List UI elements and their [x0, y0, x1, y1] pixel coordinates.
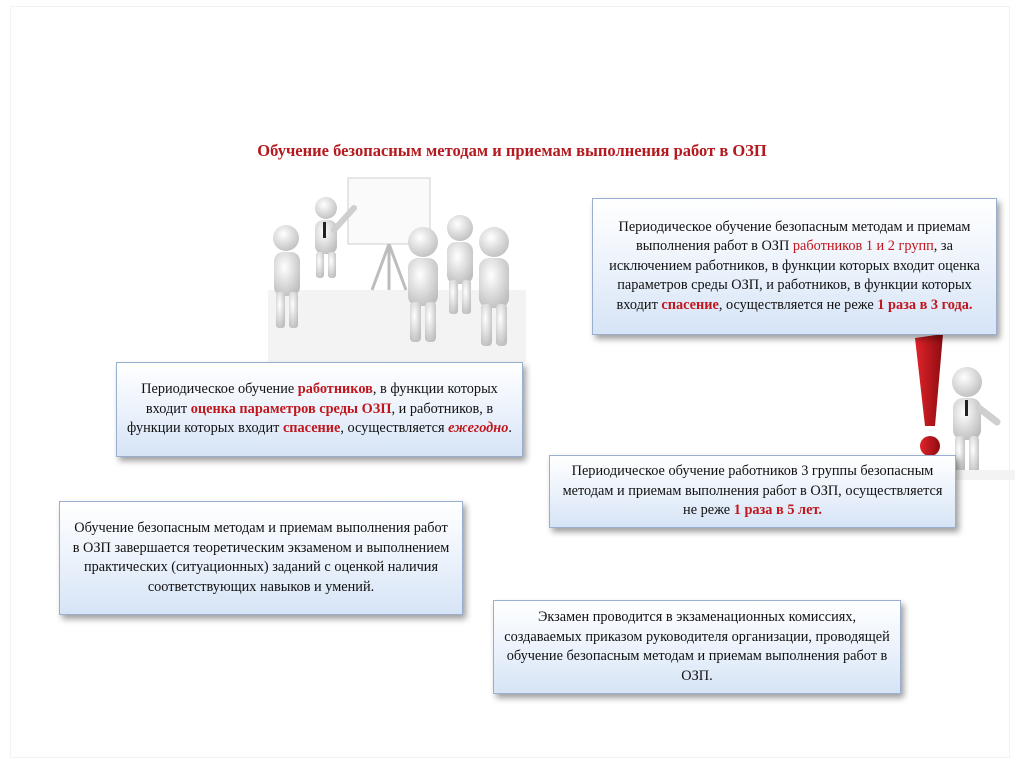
info-box-exam-completion [59, 501, 463, 615]
info-box-groups-1-2 [592, 198, 997, 335]
thinking-figure-icon [952, 367, 997, 474]
box-text: Периодическое обучение работников 3 группы безопасным методам и приемам выполнения работ в ОЗП, осуществляется не реже [562, 463, 943, 519]
box-text: Периодическое обучение безопасным методам и приемам выполнения работ в ОЗП [618, 218, 971, 255]
exclamation-dot-icon [920, 436, 940, 456]
info-box-annual-training [116, 362, 523, 457]
page-title: Обучение безопасным методам и приемам выполнения работ в ОЗП [257, 141, 767, 160]
box-text: Обучение безопасным методам и приемам выполнения работ в ОЗП завершается теоретическим экзаменом и выполнением практических (ситуационных) заданий с оценкой наличия соответствующих навыков и умений. [72, 520, 450, 595]
highlight-text: спасение [282, 420, 341, 437]
box-text: , осуществляется [340, 420, 449, 437]
highlight-text: 1 раза в 3 года. [877, 296, 973, 313]
box-text: , осуществляется не реже [718, 296, 878, 313]
highlight-text: ежегодно [448, 420, 509, 437]
exclamation-icon [915, 334, 943, 426]
info-box-group-3 [549, 455, 956, 528]
highlight-text: работников [297, 381, 373, 398]
presentation-people-illustration [268, 170, 526, 362]
box-text: , и работников, в функции которых входит [127, 400, 494, 437]
box-text: Периодическое обучение [141, 381, 298, 398]
box-text: , в функции которых входит [145, 381, 498, 417]
box-text: , за исключением работников, в функции которых входит оценка параметров среды ОЗП, и работников, в функции которых входит [609, 238, 980, 313]
highlight-text: работников 1 и 2 групп [792, 238, 934, 255]
highlight-text: 1 раза в 5 лет. [733, 502, 822, 519]
box-text: . [508, 420, 512, 437]
info-box-exam-commission [493, 600, 901, 694]
highlight-text: оценка параметров среды ОЗП [190, 400, 392, 417]
highlight-text: спасение [661, 296, 719, 313]
box-text: Экзамен проводится в экзаменационных комиссиях, создаваемых приказом руководителя организации, проводящей обучение безопасным методам и приемам выполнения работ в ОЗП. [504, 609, 890, 684]
